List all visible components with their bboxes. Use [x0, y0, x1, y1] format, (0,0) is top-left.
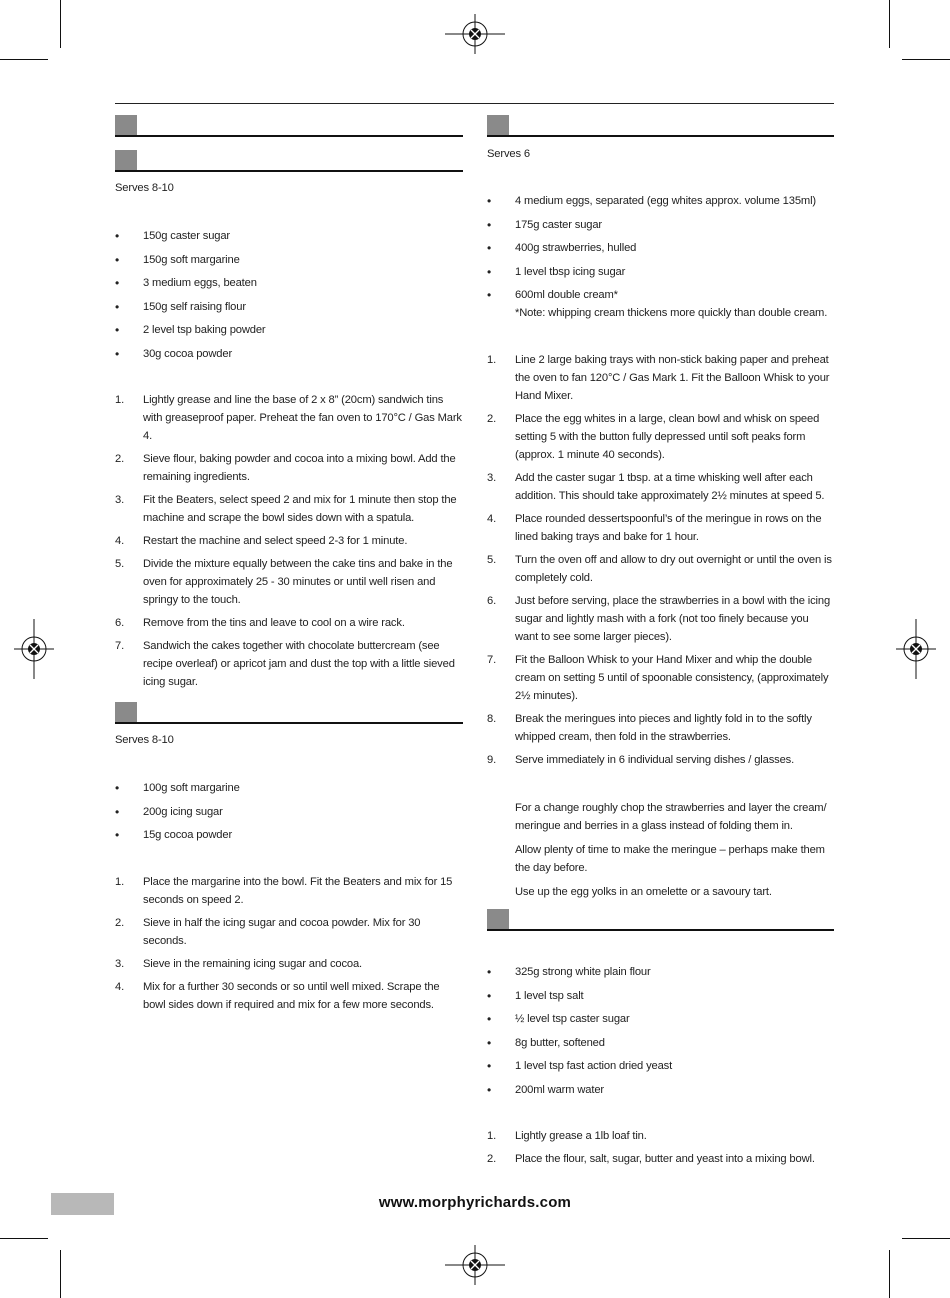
ingredient-item: • ½ level tsp caster sugar — [487, 1012, 630, 1026]
method-step: 1. Place the margarine into the bowl. Fit the Beaters and mix for 15 seconds on speed 2. — [115, 876, 453, 906]
method-step: 5. Divide the mixture equally between the cake tins and bake in the oven for approximately 25 - 30 minutes or until well risen and springy to the touch. — [115, 558, 453, 606]
crop-mark — [889, 0, 890, 48]
ingredient-item: • 175g caster sugar — [487, 217, 603, 232]
ingredient-item: • 15g cocoa powder — [115, 828, 233, 842]
section-rule — [487, 929, 834, 931]
section-header-bar — [115, 115, 463, 137]
method-step: 2. Place the flour, salt, sugar, butter and yeast into a mixing bowl. — [487, 1153, 815, 1165]
bullet: • — [487, 1012, 492, 1026]
method-step: 5. Turn the oven off and allow to dry out overnight or until the oven is completely cold. — [487, 554, 832, 584]
bullet: • — [487, 988, 492, 1003]
bread-ingredients — [487, 963, 834, 1104]
tip-text: Use up the egg yolks in an omelette or a savoury tart. — [515, 886, 772, 898]
ingredient-item: • 100g soft margarine — [115, 781, 240, 795]
bread-method — [487, 1127, 834, 1173]
header-rule — [115, 103, 834, 104]
section-marker — [115, 115, 137, 136]
ingredient-item: • 3 medium eggs, beaten — [115, 276, 257, 290]
ingredient-item: • 1 level tsp fast action dried yeast — [487, 1059, 673, 1073]
cake-method — [115, 391, 463, 696]
buttercream-method — [115, 873, 463, 1019]
bullet: • — [115, 828, 120, 842]
bullet: • — [487, 1035, 492, 1050]
ingredient-item: • 4 medium eggs, separated (egg whites approx. volume 135ml) — [487, 194, 816, 208]
crop-mark — [60, 0, 61, 48]
ingredient-note: *Note: whipping cream thickens more quickly than double cream. — [515, 307, 828, 319]
registration-mark-icon — [896, 619, 936, 679]
method-step: 1. Line 2 large baking trays with non-stick baking paper and preheat the oven to fan 120°C / Gas Mark 1. Fit the Balloon Whisk to your Hand Mixer. — [487, 354, 830, 402]
bullet: • — [115, 299, 120, 314]
meringue-serves: Serves 6 — [487, 148, 530, 160]
bullet: • — [487, 217, 492, 232]
bullet: • — [487, 965, 492, 979]
ingredient-item: • 150g self raising flour — [115, 299, 246, 314]
bullet: • — [115, 346, 120, 361]
method-step: 4. Place rounded dessertspoonful’s of the meringue in rows on the lined baking trays and bake for 1 hour. — [487, 513, 822, 543]
bullet: • — [115, 229, 120, 243]
method-step: 6. Remove from the tins and leave to cool on a wire rack. — [115, 617, 405, 629]
ingredient-item: • 200ml warm water — [487, 1082, 604, 1097]
recipe-header-bar — [115, 702, 463, 724]
crop-mark — [60, 1250, 61, 1298]
recipe-header-bar — [115, 150, 463, 172]
method-step: 7. Sandwich the cakes together with chocolate buttercream (see recipe overleaf) or apricot jam and dust the top with a little sieved icing sugar. — [115, 640, 455, 688]
method-step: 4. Mix for a further 30 seconds or so until well mixed. Scrape the bowl sides down if required and mix for a few more seconds. — [115, 981, 440, 1011]
cake-ingredients — [115, 227, 463, 368]
section-marker — [115, 150, 137, 171]
method-step: 2. Sieve in half the icing sugar and cocoa powder. Mix for 30 seconds. — [115, 917, 421, 947]
bullet: • — [487, 194, 492, 208]
section-marker — [115, 702, 137, 723]
meringue-tips — [515, 799, 834, 907]
section-rule — [487, 135, 834, 137]
meringue-method — [487, 351, 834, 774]
registration-mark-icon — [445, 14, 505, 54]
section-marker — [487, 909, 509, 930]
method-step: 1. Lightly grease and line the base of 2 x 8” (20cm) sandwich tins with greaseproof paper. Preheat the fan oven to 170°C / Gas Mark 4. — [115, 394, 462, 442]
tip-text: Allow plenty of time to make the meringue – perhaps make them the day before. — [515, 844, 825, 874]
ingredient-item: • 325g strong white plain flour — [487, 965, 651, 979]
bullet: • — [487, 1059, 492, 1073]
bullet: • — [487, 1082, 492, 1097]
crop-mark — [902, 1238, 950, 1239]
footer-url: www.morphyrichards.com — [378, 1194, 572, 1211]
section-rule — [115, 135, 463, 137]
recipe-header-bar — [487, 909, 834, 931]
method-step: 9. Serve immediately in 6 individual serving dishes / glasses. — [487, 754, 795, 766]
registration-mark-icon — [445, 1245, 505, 1285]
meringue-ingredients — [487, 192, 834, 322]
recipe-header-bar — [487, 115, 834, 137]
buttercream-serves: Serves 8-10 — [115, 734, 174, 746]
crop-mark — [0, 59, 48, 60]
ingredient-item: • 200g icing sugar — [115, 804, 223, 819]
method-step: 2. Sieve flour, baking powder and cocoa into a mixing bowl. Add the remaining ingredients. — [115, 453, 456, 483]
bullet: • — [487, 241, 492, 255]
bullet: • — [115, 781, 120, 795]
registration-mark-icon — [14, 619, 54, 679]
method-step: 3. Fit the Beaters, select speed 2 and mix for 1 minute then stop the machine and scrape the bowl sides down with a spatula. — [115, 494, 457, 524]
crop-mark — [902, 59, 950, 60]
section-marker — [487, 115, 509, 136]
method-step: 3. Add the caster sugar 1 tbsp. at a time whisking well after each addition. This should take approximately 2½ minutes at speed 5. — [487, 472, 825, 502]
bullet: • — [487, 264, 492, 279]
bullet: • — [115, 804, 120, 819]
bullet: • — [115, 323, 120, 337]
crop-mark — [889, 1250, 890, 1298]
method-step: 2. Place the egg whites in a large, clean bowl and whisk on speed setting 5 with the button fully depressed until soft peaks form (approx. 1 minute 40 seconds). — [487, 413, 820, 461]
tip-text: For a change roughly chop the strawberries and layer the cream/ meringue and berries in a glass instead of folding them in. — [515, 802, 827, 832]
ingredient-item: • 1 level tbsp icing sugar — [487, 264, 626, 279]
cake-serves: Serves 8-10 — [115, 182, 174, 194]
ingredient-item: • 1 level tsp salt — [487, 988, 584, 1003]
method-step: 3. Sieve in the remaining icing sugar and cocoa. — [115, 958, 362, 970]
ingredient-item: • 600ml double cream* *Note: whipping cream thickens more quickly than double cream. — [487, 288, 828, 319]
method-step: 1. Lightly grease a 1lb loaf tin. — [487, 1130, 647, 1142]
method-step: 7. Fit the Balloon Whisk to your Hand Mixer and whip the double cream on setting 5 until of spoonable consistency, (approximately 2½ minutes). — [487, 654, 829, 702]
bullet: • — [487, 288, 492, 302]
ingredient-item: • 30g cocoa powder — [115, 346, 233, 361]
section-rule — [115, 722, 463, 724]
method-step: 6. Just before serving, place the strawberries in a bowl with the icing sugar and lightly mash with a fork (not too finely because you want to see some larger pieces). — [487, 595, 831, 643]
ingredient-item: • 400g strawberries, hulled — [487, 241, 637, 255]
ingredient-item: • 2 level tsp baking powder — [115, 323, 266, 337]
bullet: • — [115, 252, 120, 267]
method-step: 4. Restart the machine and select speed 2-3 for 1 minute. — [115, 535, 408, 547]
ingredient-item: • 150g soft margarine — [115, 252, 240, 267]
section-rule — [115, 170, 463, 172]
ingredient-item: • 150g caster sugar — [115, 229, 231, 243]
bullet: • — [115, 276, 120, 290]
crop-mark — [0, 1238, 48, 1239]
buttercream-ingredients — [115, 779, 463, 850]
ingredient-item: • 8g butter, softened — [487, 1035, 605, 1050]
method-step: 8. Break the meringues into pieces and lightly fold in to the softly whipped cream, then fold in the strawberries. — [487, 713, 812, 743]
